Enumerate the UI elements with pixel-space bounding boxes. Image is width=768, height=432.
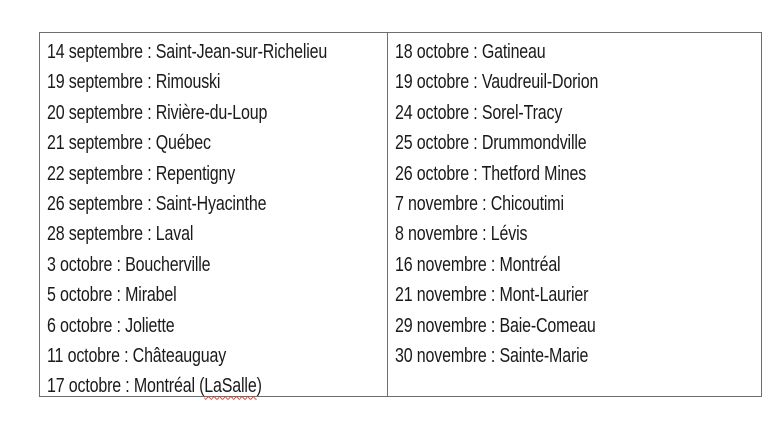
schedule-entry: 25 octobre : Drummondville (395, 132, 587, 155)
schedule-entry: 18 octobre : Gatineau (395, 41, 546, 63)
schedule-entry: 20 septembre : Rivière-du-Loup (47, 101, 268, 124)
entry-prefix: 17 octobre : Montréal ( (47, 375, 205, 398)
schedule-entry: 7 novembre : Chicoutimi (395, 192, 564, 215)
schedule-table (39, 32, 762, 397)
entry-suffix: ) (256, 375, 262, 398)
spellcheck-underlined-word: LaSalle (204, 375, 257, 398)
schedule-entry: 8 novembre : Lévis (395, 223, 528, 246)
schedule-entry: 24 octobre : Sorel-Tracy (395, 101, 563, 124)
schedule-entry: 3 octobre : Boucherville (47, 253, 211, 276)
schedule-column-left (40, 33, 388, 396)
schedule-entry: 6 octobre : Joliette (47, 314, 175, 337)
schedule-entry: 11 octobre : Châteauguay (47, 344, 227, 367)
schedule-entry: 26 septembre : Saint-Hyacinthe (47, 192, 267, 215)
schedule-entry: 22 septembre : Repentigny (47, 162, 236, 185)
schedule-entry: 14 septembre : Saint-Jean-sur-Richelieu (47, 41, 328, 63)
schedule-entry: 16 novembre : Montréal (395, 253, 561, 276)
schedule-entry: 29 novembre : Baie-Comeau (395, 314, 596, 337)
schedule-entry: 5 octobre : Mirabel (47, 284, 177, 307)
schedule-entry: 30 novembre : Sainte-Marie (395, 344, 589, 367)
schedule-entry-last (47, 371, 319, 401)
schedule-entry: 21 novembre : Mont-Laurier (395, 284, 589, 307)
schedule-entry: 28 septembre : Laval (47, 223, 194, 246)
schedule-entry: 26 octobre : Thetford Mines (395, 162, 587, 185)
schedule-column-right (388, 33, 761, 396)
schedule-entry: 19 octobre : Vaudreuil-Dorion (395, 71, 599, 94)
schedule-entry: 19 septembre : Rimouski (47, 71, 221, 94)
schedule-entry: 21 septembre : Québec (47, 132, 211, 155)
